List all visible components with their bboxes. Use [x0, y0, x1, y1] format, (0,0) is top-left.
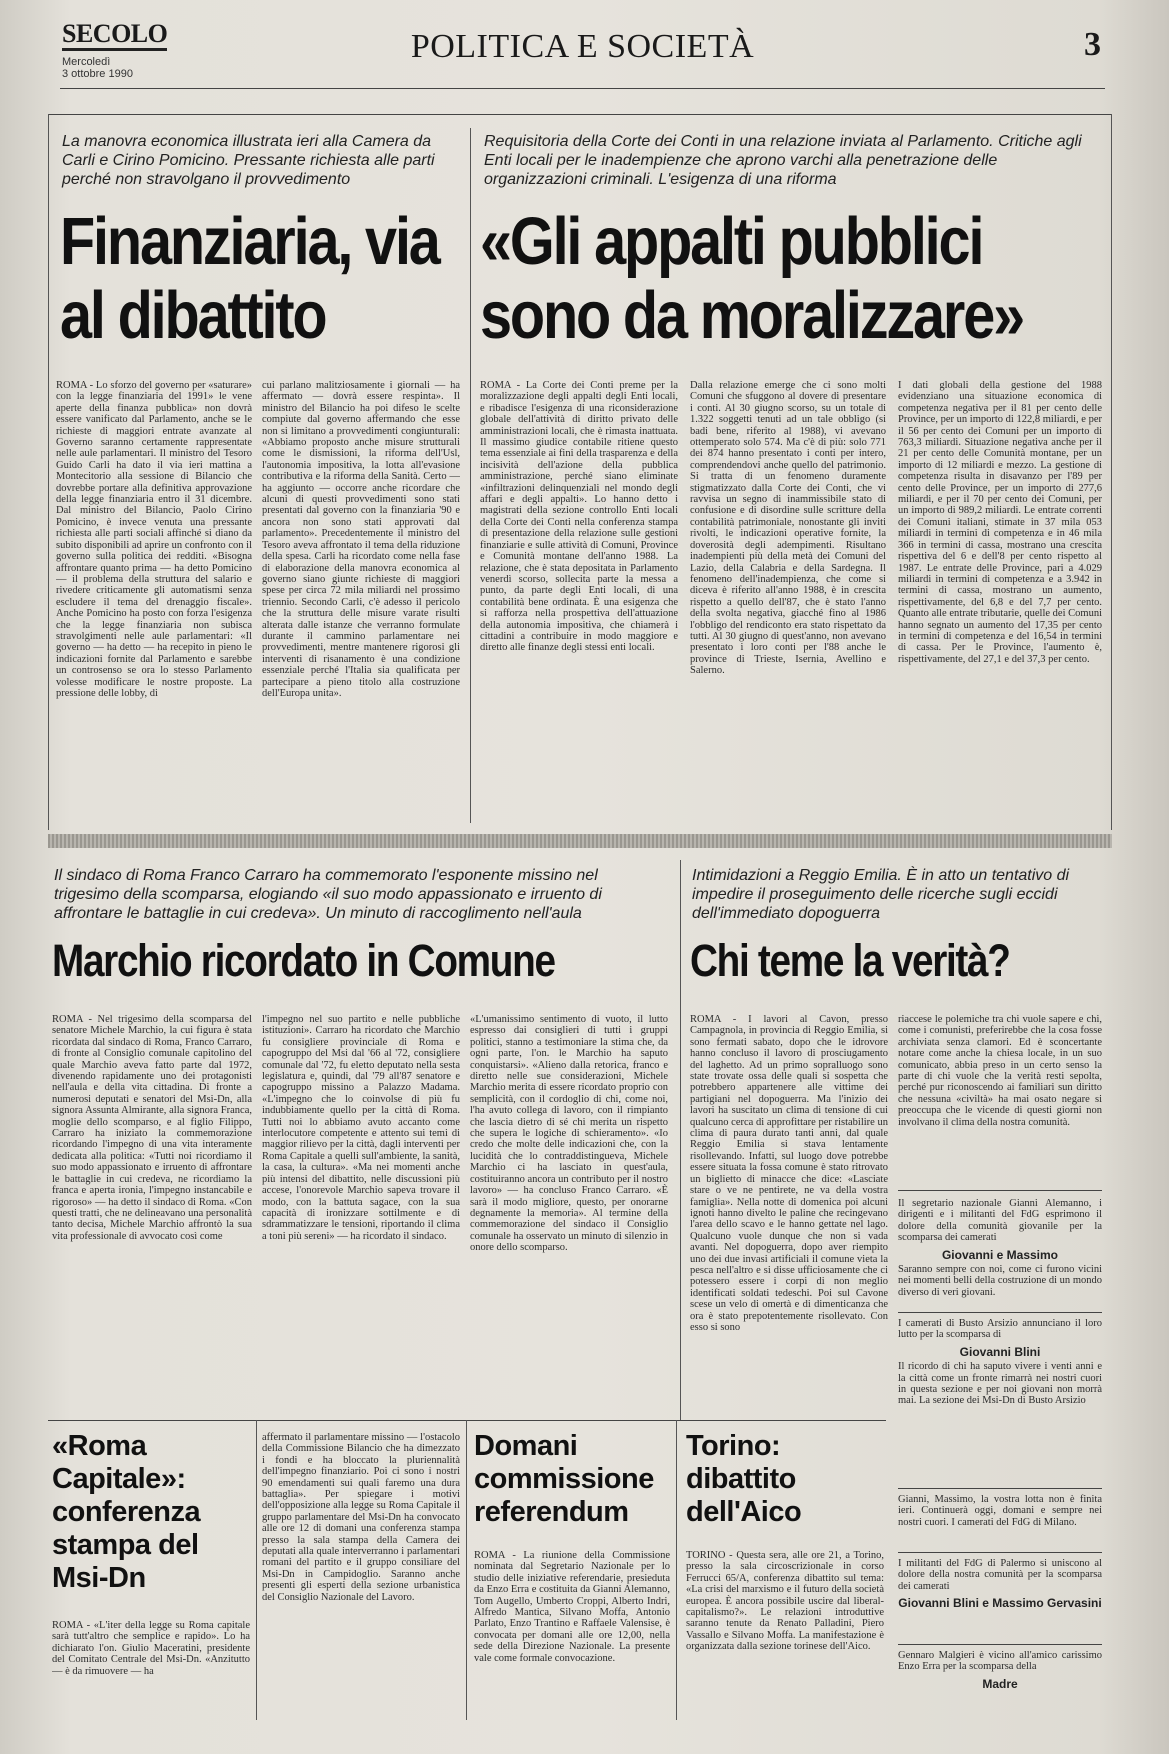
section-divider-band: [48, 834, 1112, 848]
story-column: ROMA - Lo sforzo del governo per «saturare» con la legge finanziaria del 1991» le vene aperte della finanza pubblica» non dovrà essere vanificato dal Parlamento, anche se le richieste di maggiori entrate avanzate al Governo saranno certamente rappresentate nelle aule parlamentari. Il ministro del Tesoro Guido Carli ha dato il via ieri mattina a Montecitorio alla sessione di Bilancio che dovrebbe portare alla definitiva approvazione della legge finanziaria entro il 31 dicembre. Dal ministro del Bilancio, Paolo Cirino Pomicino, è invece venuta una pressante richiesta alle parti sociali affinché si diano da subito disponibili ad aprire un confronto con il governo sulla politica dei redditi. «Bisogna affrontare quanto prima — ha detto Pomicino — il problema della struttura del salario e rivedere criticamente gli automatismi senza escludere il tema del drenaggio fiscale». Anche Pomicino ha posto con forza l'esigenza che la legge finanziaria non subisca stravolgimenti nelle aule parlamentari: «Il governo — ha detto — ha recepito in pieno le indicazioni fornite dal Parlamento e sarebbe un controsenso se ora lo stesso Parlamento volesse modificare le nostre proposte. La pressione delle lobby, di: [56, 380, 252, 699]
story-kicker: Requisitoria della Corte dei Conti in una relazione inviata al Parlamento. Critiche agli Enti locali per le inadempienze che aprono varchi alla penetrazione delle organizzazioni criminali. L'esigenza di una riforma: [484, 133, 1082, 188]
story-roma-capitale: [52, 1430, 252, 1595]
page-number: 3: [1084, 26, 1101, 63]
notice-text: Saranno sempre con noi, come ci furono vicini nei momenti belli della costruzione di un mondo diverso di veri giovani.: [898, 1264, 1102, 1298]
story-column: ROMA - La riunione della Commissione nominata dal Segretario Nazionale per lo studio delle iniziative referendarie, presieduta da Enzo Erra e costituita da Gianni Alemanno, Tom Augello, Umberto Croppi, Alberto Indri, Alfredo Mantica, Silvano Moffa, Antonio Parlato, Enzo Trantino e Raffaele Valensise, è convocata per domani alle ore 12,00, nella sede della Direzione Nazionale. La presente vale come formale convocazione.: [474, 1550, 670, 1664]
story-marchio-headline: [52, 936, 672, 986]
frame-left-rule: [48, 114, 49, 830]
story-column: ROMA - Nel trigesimo della scomparsa del senatore Michele Marchio, la cui figura è stata ricordata dal sindaco di Roma, Franco Carraro, di fronte al Consiglio comunale capitolino del quale Marchio aveva fatto parte dal 1972, divenendo rapidamente uno dei protagonisti nell'aula e della vita cittadina. Di fronte a numerosi deputati e senatori del Msi-Dn, alla signora Assunta Almirante, alla signora Franca, moglie dello scomparso, e al figlio Filippo, Carraro ha iniziato la commemorazione ricordando l'impegno di una vita interamente dedicata alla politica: «Tutti noi ricordiamo il suo modo appassionato e irruento di affrontare le battaglie in cui credeva, ne ricordiamo la franca e aperta ironia, l'impegno instancabile e rigoroso» — ha detto il sindaco di Roma. «Con questi tratti, che ne delineavano una personalità tanto decisa, Michele Marchio affrontò la sua vita professionale di avvocato così come: [52, 1014, 252, 1242]
notice-name: Giovanni Blini e Massimo Gervasini: [898, 1596, 1102, 1611]
story-kicker: Intimidazioni a Reggio Emilia. È in atto un tentativo di impedire il proseguimento delle ricerche sugli eccidi dell'immediato dopoguerra: [692, 867, 1070, 922]
story-appalti: [484, 132, 1099, 189]
death-notice: Gianni, Massimo, la vostra lotta non è finita ieri. Continuerà oggi, domani e sempre nei nostri cuori. I camerati del FdG di Milano.: [898, 1494, 1102, 1528]
headline-line-2: sono da moralizzare»: [480, 278, 1023, 353]
notice-name: Giovanni Blini: [959, 1344, 1041, 1359]
headline-line-1: «Gli appalti pubblici: [480, 204, 983, 279]
notice-text: Gennaro Malgieri è vicino all'amico carissimo Enzo Erra per la scomparsa della: [898, 1650, 1102, 1673]
story-column: riaccese le polemiche tra chi vuole sapere e chi, come i comunisti, preferirebbe che la cosa fosse archiviata senza clamori. Ed è sconcertante notare come anche la chiesa locale, in un suo comunicato, abbia preso in un certo senso la parte di chi vuole che la verità resti sepolta, perché pur riconoscendo ai familiari sun diritto che nessuna «civiltà» ha mai osato negare si preoccupa che le vicende di questi giorni non involvano il clima della nostra comunità.: [898, 1014, 1102, 1128]
frame-right-rule: [1111, 114, 1112, 830]
lower-frame-rule: [48, 1420, 886, 1421]
section-title: POLITICA E SOCIETÀ: [410, 28, 755, 65]
story-column: Dalla relazione emerge che ci sono molti Comuni che sfuggono al dovere di presentare i conti. Al 30 giugno scorso, su un totale di 1.322 soggetti tenuti ad un tale obbligo (si badi bene, riferito al 1988), vi avevano ottemperato solo 574. Ma c'è di più: solo 771 dei 874 hanno presentato i conti per intero, comprendendovi anche quello del patrimonio. Si tratta di un fenomeno duramente stigmatizzato dalla Corte dei Conti, che vi ravvisa un segno di inammissibile stato di confusione e di disordine sulle scritture della contabilità patrimoniale, nonostante gli inviti rivolti, le indicazioni operative fornite, la doverosità degli adempimenti. Risultano inadempienti più della metà dei Comuni del Lazio, della Calabria e della Sardegna. Il fenomeno dell'inadempienza, che come si diceva è riferito all'anno 1988, è in crescita rispetto a quello dell'87, che è stato l'anno della svolta negativa, giacché fino al 1986 l'obbligo del rendiconto era stato rispettato da tutti. Al 30 giugno di quest'anno, non avevano presentato i loro conti per l'88 anche le province di Trieste, Isernia, Avellino e Salerno.: [690, 380, 886, 677]
column-divider-lower: [466, 1420, 467, 1720]
notice-text: I camerati di Busto Arsizio annunciano il loro lutto per la scomparsa di: [898, 1318, 1102, 1341]
masthead: [60, 18, 1105, 89]
headline: Torino: dibattito dell'Aico: [686, 1430, 802, 1528]
notice-text: Il ricordo di chi ha saputo vivere i venti anni e la città come un fronte rimarrà nei nostri cuori in questa sezione e per noi giovani non morrà mai. La sezione dei Msi-Dn di Busto Arsizio: [898, 1361, 1102, 1407]
notice-text: Il segretario nazionale Gianni Alemanno, i dirigenti e i militanti del FdG esprimono il dolore della comunità giovanile per la scomparsa dei camerati: [898, 1198, 1102, 1244]
story-column: affermato il parlamentare missino — l'ostacolo della Commissione Bilancio che ha dimezzato i fondi e ha bloccato la pluriennalità dell'impegno finanziario. Poi ci sono i nostri 90 emendamenti sui quali faremo una dura battaglia». Per spiegare i motivi dell'opposizione alla legge su Roma Capitale il gruppo parlamentare del Msi-Dn ha convocato alle ore 12 di domani una conferenza stampa presso la sala stampa della Camera dei deputati alla quale interverranno i parlamentari romani del partito e il gruppo consiliare del Msi-Dn in Campidoglio. Saranno anche presenti gli esperti della sezione urbanistica del Consiglio Nazionale del Lavoro.: [262, 1432, 460, 1603]
notice-text: I militanti del FdG di Palermo si uniscono al dolore della nostra comunità per la scomparsa dei camerati: [898, 1558, 1102, 1592]
notice-divider: [898, 1552, 1102, 1553]
notice-name: Giovanni e Massimo: [941, 1247, 1059, 1262]
story-column: cui parlano malitziosamente i giornali — ha affermato — dovrà essere respinta». Il ministro del Bilancio ha poi difeso le scelte compiute dal governo affermando che esse non si limitano a provvedimenti congiunturali: «Abbiamo proposto anche misure strutturali come le dismissioni, la riforma dell'Usl, l'autonomia impositiva, la lotta all'evasione contributiva e la riforma della Sanità. Certo — ha aggiunto — occorre anche ricordare che alcuni di questi provvedimenti sono stati presentati dal governo con la finanziaria '90 e ancora non sono stati approvati dal parlamento». Precedentemente il ministro del Tesoro aveva affrontato il tema della riduzione della spesa. Carli ha ricordato come nella fase di elaborazione della manovra economica al governo siano giunte richieste di maggiori spese per circa 72 mila miliardi nel prossimo triennio. Secondo Carli, c'è adesso il pericolo che la struttura delle misure varate risulti alterata dalle istanze che verranno formulate durante il cammino parlamentare nei provvedimenti, mentre mantenere rigorosi gli interventi di risanamento è una condizione essenziale perché l'Italia sia qualificata per partecipare a pieno titolo alla costruzione dell'Europa unita».: [262, 380, 460, 699]
column-divider-top: [470, 128, 471, 823]
notice-divider: [898, 1312, 1102, 1313]
story-column: ROMA - La Corte dei Conti preme per la moralizzazione degli appalti degli Enti locali, e ribadisce l'esigenza di una riconsiderazione globale dell'attività di diritto privato delle amministrazioni locali, che è rimasta inattuata. Il massimo giudice contabile ritiene questo tema essenziale ai fini della trasparenza e della incisività dell'azione della pubblica amministrazione, perché siano eliminate «infiltrazioni delinquenziali nel mondo degli affari e degli appalti». Lo hanno detto i magistrati della sezione controllo Enti locali della Corte dei Conti nella conferenza stampa di presentazione della relazione sulle gestioni finanziarie e sulle attività di Comuni, Province e Comunità montane dell'anno 1988. La relazione, che è stata depositata in Parlamento venerdì scorso, sollecita parte la messa a punto, da parte degli Enti locali, di una contabilità bene ordinata. È una esigenza che si rafforza nella prospettiva dell'attuazione della autonomia impositiva, che chiamerà i cittadini a contribuire in modo maggiore e diretto alle finanze degli stessi enti locali.: [480, 380, 678, 654]
headline-line-1: Finanziaria, via: [60, 204, 439, 279]
notice-divider: [898, 1190, 1102, 1191]
story-torino: [686, 1430, 886, 1529]
story-column: TORINO - Questa sera, alle ore 21, a Torino, presso la sala circoscrizionale in corso Ferrucci 65/A, conferenza dibattito sul tema: «La crisi del marxismo e il futuro della società europea. È ancora possibile uscire dal liberal-capitalismo?». Le relazioni introduttive saranno tenute da Renato Palladini, Piero Vassallo e Silvano Moffa. La manifestazione è organizzata dalla sezione torinese dell'Aico.: [686, 1550, 884, 1653]
column-divider-lower: [256, 1420, 257, 1720]
newspaper-logo: SECOLO: [62, 20, 167, 51]
story-column: I dati globali della gestione del 1988 evidenziano una situazione economica di competenza negativa per il 81 per cento delle Province, per un importo di 122,8 miliardi, e per il 56 per cento dei Comuni per un importo di 763,3 miliardi. Situazione negativa anche per il 21 per cento delle Comunità montane, per un importo di 12 miliardi e mezzo. La gestione di competenza risulta in disavanzo per l'89 per cento delle Province, per un importo di 277,6 miliardi, e per il 70 per cento dei Comuni, per un importo di 989,2 miliardi. Le entrate correnti dei Comuni italiani, stimate in 37 mila 053 miliardi in termini di competenza e in 46 mila 366 in termini di cassa, mostrano una crescita rispettiva del 6 e dell'8 per cento rispetto al 1987. Le entrate delle Province, pari a 4.029 miliardi in termini di competenza e a 3.942 in termini di cassa, mostrano un aumento, rispettivamente, del 6,8 e del 7,7 per cento. Quanto alle entrate tributarie, quelle dei Comuni hanno segnato un aumento del 17,35 per cento in termini di competenza e del 16,54 in termini di cassa. Per le Province, l'aumento è, rispettivamente, del 27,1 e del 37,3 per cento.: [898, 380, 1102, 665]
story-column: l'impegno nel suo partito e nelle pubbliche istituzioni». Carraro ha ricordato che Marchio fu consigliere provinciale di Roma e capogruppo del Msi dal '66 al '72, consigliere comunale dal '72, fu eletto deputato nella sesta legislatura e, quindi, dal '79 all'87 senatore e capogruppo missino a Palazzo Madama. «L'impegno che lo coinvolse di più fu indubbiamente quello per la città di Roma. Tutti noi lo abbiamo avuto accanto come interlocutore competente e attento sui temi di maggior rilievo per la città, dagli interventi per Roma Capitale a quelli sull'ambiente, la sanità, la casa, la cultura». «Ma nei momenti anche più intensi del dibattito, nelle discussioni più accese, l'onorevole Marchio sapeva trovare il modo, con la battuta sagace, con la sua capacità di ironizzare sottilmente e di sdrammatizzare le tensioni, riportando il clima a toni più sereni» — ha ricordato il sindaco.: [262, 1014, 460, 1242]
frame-top-rule: [48, 114, 1112, 115]
story-finanziaria: [62, 132, 460, 189]
death-notice: [898, 1558, 1102, 1638]
issue-weekday: Mercoledì: [62, 56, 111, 68]
story-marchio: [54, 866, 664, 923]
story-column: ROMA - I lavori al Cavon, presso Campagnola, in provincia di Reggio Emilia, si sono fermati sabato, dopo che le idrovore hanno concluso il lavoro di prosciugamento del laghetto. Ad un primo sopralluogo sono state trovate ossa delle quali si sospetta che potrebbero appartenere alle vittime dei partigiani nel dopoguerra. Ma l'inizio dei lavori ha suscitato un clima di tensione di cui qualcuno cerca di approfittare per ristabilire un clima di paura durato tanti anni, dal quale Reggio Emilia si stava lentamente risollevando. Infatti, sul luogo dove potrebbe essere situata la fossa comune è stato ritrovato un biglietto di minacce che dice: «Lasciate stare o ve ne pentirete, ne va della vostra famiglia». Nella notte di domenica poi alcuni ignoti hanno divelto le paline che recingevano l'area dello scavo e le hanno gettate nel lago. Qualcuno vuole dunque che non si vada avanti. Nel dopoguerra, dopo aver riempito uno dei due invasi artificiali il comune vieta la pesca nell'altro e si disse ufficiosamente che ci potessero essere i corpi di non meglio identificati soldati tedeschi. Poi sul Cavone scese un velo di omertà e di dimenticanza che ora è stato prepotentemente risollevato. Con esso si sono: [690, 1014, 888, 1333]
story-finanziaria-headline: [60, 205, 460, 353]
death-notice: [898, 1650, 1102, 1720]
headline: «Roma Capitale»: conferenza stampa del Msi-Dn: [52, 1430, 201, 1594]
story-referendum: [474, 1430, 670, 1529]
notice-name: Madre: [982, 1676, 1018, 1691]
death-notice: [898, 1318, 1102, 1468]
notice-divider: [898, 1488, 1102, 1489]
story-reggio-headline: [690, 936, 1100, 986]
story-kicker: Il sindaco di Roma Franco Carraro ha commemorato l'esponente missino nel trigesimo della scomparsa, elogiando «il suo modo appassionato e irruento di affrontare le battaglie in cui credeva». Un minuto di raccoglimento nell'aula: [54, 867, 602, 922]
story-column: ROMA - «L'iter della legge su Roma capitale sarà tutt'altro che semplice e rapido». Lo ha dichiarato l'on. Giulio Maceratini, presidente del Comitato Centrale del Msi-Dn. «Anzitutto — è da rimuovere — ha: [52, 1620, 250, 1677]
story-kicker: La manovra economica illustrata ieri alla Camera da Carli e Cirino Pomicino. Pressante richiesta alle parti perché non stravolgano il provvedimento: [62, 133, 435, 188]
story-column: «L'umanissimo sentimento di vuoto, il lutto espresso dai consiglieri di tutti i gruppi politici, stanno a testimoniare la stima che, da ogni parte, l'on. le Marchio ha saputo conquistarsi». «Alieno dalla retorica, franco e diretto nelle sue considerazioni, Michele Marchio merita di essere ricordato proprio con semplicità, con il cordoglio di chi, come noi, l'ha avuto collega di lavoro, con il rimpianto che lascia dietro di sé chi merita un rispetto che supera le logiche di schieramento». «Io credo che molte delle indicazioni che, con la lucidità che lo contraddistingueva, Michele Marchio ci ha lasciato in quest'aula, costituiranno ancora un contributo per il nostro lavoro» — ha concluso Franco Carraro. «È sarà il modo migliore, questo, per onorarne degnamente la memoria». Al termine della commemorazione del sindaco il Consiglio comunale ha osservato un minuto di silenzio in onore dello scomparso.: [470, 1014, 668, 1254]
headline: Domani commissione referendum: [474, 1430, 654, 1528]
story-reggio: [692, 866, 1102, 923]
headline-line-2: al dibattito: [60, 278, 326, 353]
headline: Marchio ricordato in Comune: [52, 935, 555, 986]
notice-divider: [898, 1644, 1102, 1645]
story-appalti-headline: [480, 205, 1100, 353]
column-divider-middle: [680, 860, 681, 1420]
issue-day: 3 ottobre 1990: [62, 68, 133, 80]
column-divider-lower: [676, 1420, 677, 1720]
headline: Chi teme la verità?: [690, 935, 1010, 986]
death-notice: [898, 1198, 1102, 1308]
